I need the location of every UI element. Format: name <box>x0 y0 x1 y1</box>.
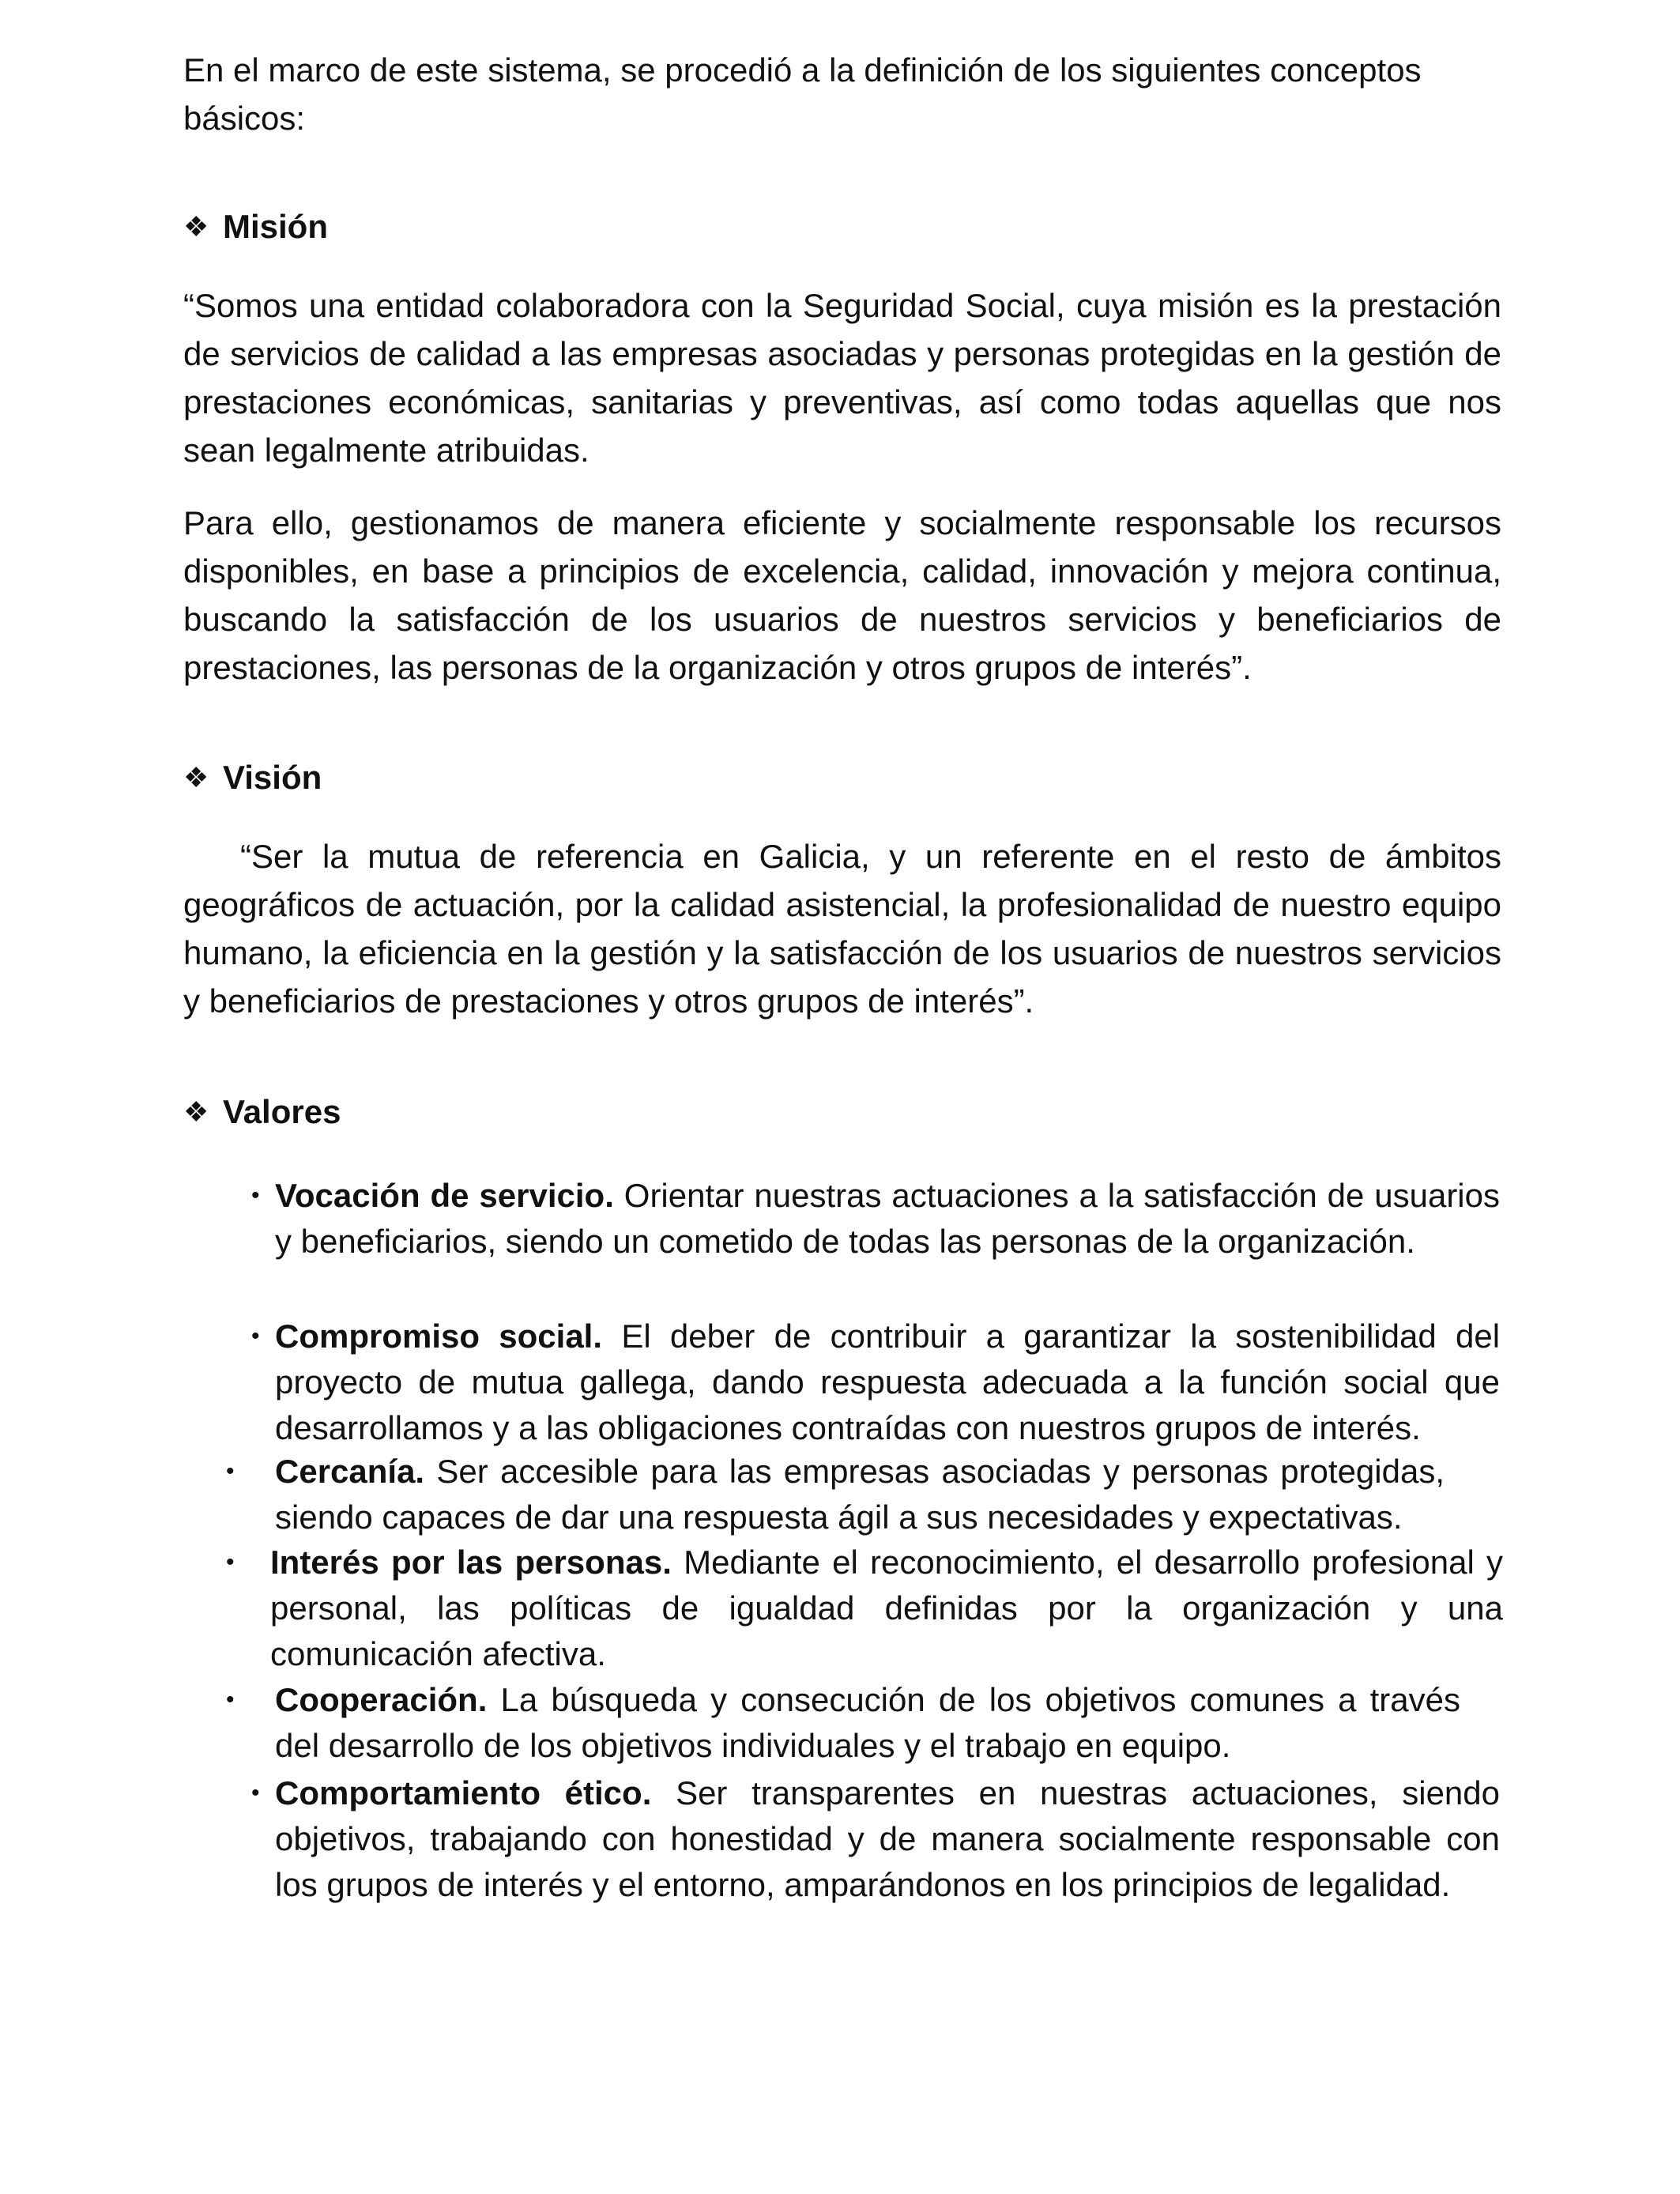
vision-heading-label: Visión <box>223 759 322 796</box>
bullet-dot-icon: • <box>226 1687 235 1713</box>
intro-paragraph: En el marco de este sistema, se procedió a la definición de los siguientes conceptos básicos: <box>183 51 1422 137</box>
valores-heading <box>183 1088 341 1136</box>
valor-term: Vocación de servicio. <box>275 1177 614 1214</box>
bullet-dot-icon: • <box>251 1182 260 1208</box>
valor-text: Ser transparentes en nuestras actuaciones, siendo objetivos, trabajando con honestidad y de manera socialmente responsable con los grupos de interés y el entorno, amparándonos en los principios de legalidad. <box>275 1774 1500 1903</box>
valor-item-cercania <box>275 1449 1445 1540</box>
valor-text: Orientar nuestras actuaciones a la satisfacción de usuarios y beneficiarios, siendo un cometido de todas las personas de la organización. <box>275 1177 1500 1260</box>
valor-item-vocacion <box>275 1173 1500 1265</box>
valor-text: Mediante el reconocimiento, el desarrollo profesional y personal, las políticas de igualdad definidas por la organización y una comunicación afectiva. <box>270 1544 1504 1672</box>
valor-item-cooperacion <box>275 1677 1460 1769</box>
four-petal-diamond-icon: ❖ <box>183 1095 209 1128</box>
valor-item-compromiso <box>275 1314 1500 1451</box>
valores-heading-label: Valores <box>223 1093 341 1130</box>
mision-heading <box>183 202 328 251</box>
valor-text: La búsqueda y consecución de los objetivos comunes a través del desarrollo de los objetivos individuales y el trabajo en equipo. <box>275 1681 1460 1764</box>
bullet-dot-icon: • <box>226 1549 235 1575</box>
bullet-dot-icon: • <box>226 1458 235 1484</box>
mision-paragraph-2: Para ello, gestionamos de manera eficiente y socialmente responsable los recursos disponibles, en base a principios de excelencia, calidad, innovación y mejora continua, buscando la satisfacción de los usuarios de nuestros servicios y beneficiarios de prestaciones, las personas de la organización y otros grupos de interés”. <box>183 504 1501 686</box>
valor-term: Comportamiento ético. <box>275 1774 652 1811</box>
valor-term: Cercanía. <box>275 1453 425 1490</box>
vision-heading <box>183 753 322 801</box>
four-petal-diamond-icon: ❖ <box>183 761 209 794</box>
mision-paragraph-1: “Somos una entidad colaboradora con la Seguridad Social, cuya misión es la prestación de servicios de calidad a las empresas asociadas y personas protegidas en la gestión de prestaciones económicas, sanitarias y preventivas, así como todas aquellas que nos sean legalmente atribuidas. <box>183 287 1501 469</box>
valor-text: El deber de contribuir a garantizar la sostenibilidad del proyecto de mutua gallega, dando respuesta adecuada a la función social que desarrollamos y a las obligaciones contraídas con nuestros grupos de interés. <box>275 1318 1501 1446</box>
valor-text: Ser accesible para las empresas asociadas y personas protegidas, siendo capaces de dar una respuesta ágil a sus necesidades y expectativas. <box>275 1453 1445 1536</box>
four-petal-diamond-icon: ❖ <box>183 210 209 243</box>
valor-item-comportamiento <box>275 1770 1500 1908</box>
valor-term: Interés por las personas. <box>270 1544 672 1581</box>
bullet-dot-icon: • <box>251 1323 260 1349</box>
mision-heading-label: Misión <box>223 208 328 245</box>
bullet-dot-icon: • <box>251 1780 260 1806</box>
vision-paragraph: “Ser la mutua de referencia en Galicia, y un referente en el resto de ámbitos geográficos de actuación, por la calidad asistencial, la profesionalidad de nuestro equipo humano, la eficiencia en la gestión y la satisfacción de los usuarios de nuestros servicios y beneficiarios de prestaciones y otros grupos de interés”. <box>183 838 1501 1020</box>
valor-term: Cooperación. <box>275 1681 488 1718</box>
valor-item-interes <box>270 1540 1503 1677</box>
valor-term: Compromiso social. <box>275 1318 603 1355</box>
